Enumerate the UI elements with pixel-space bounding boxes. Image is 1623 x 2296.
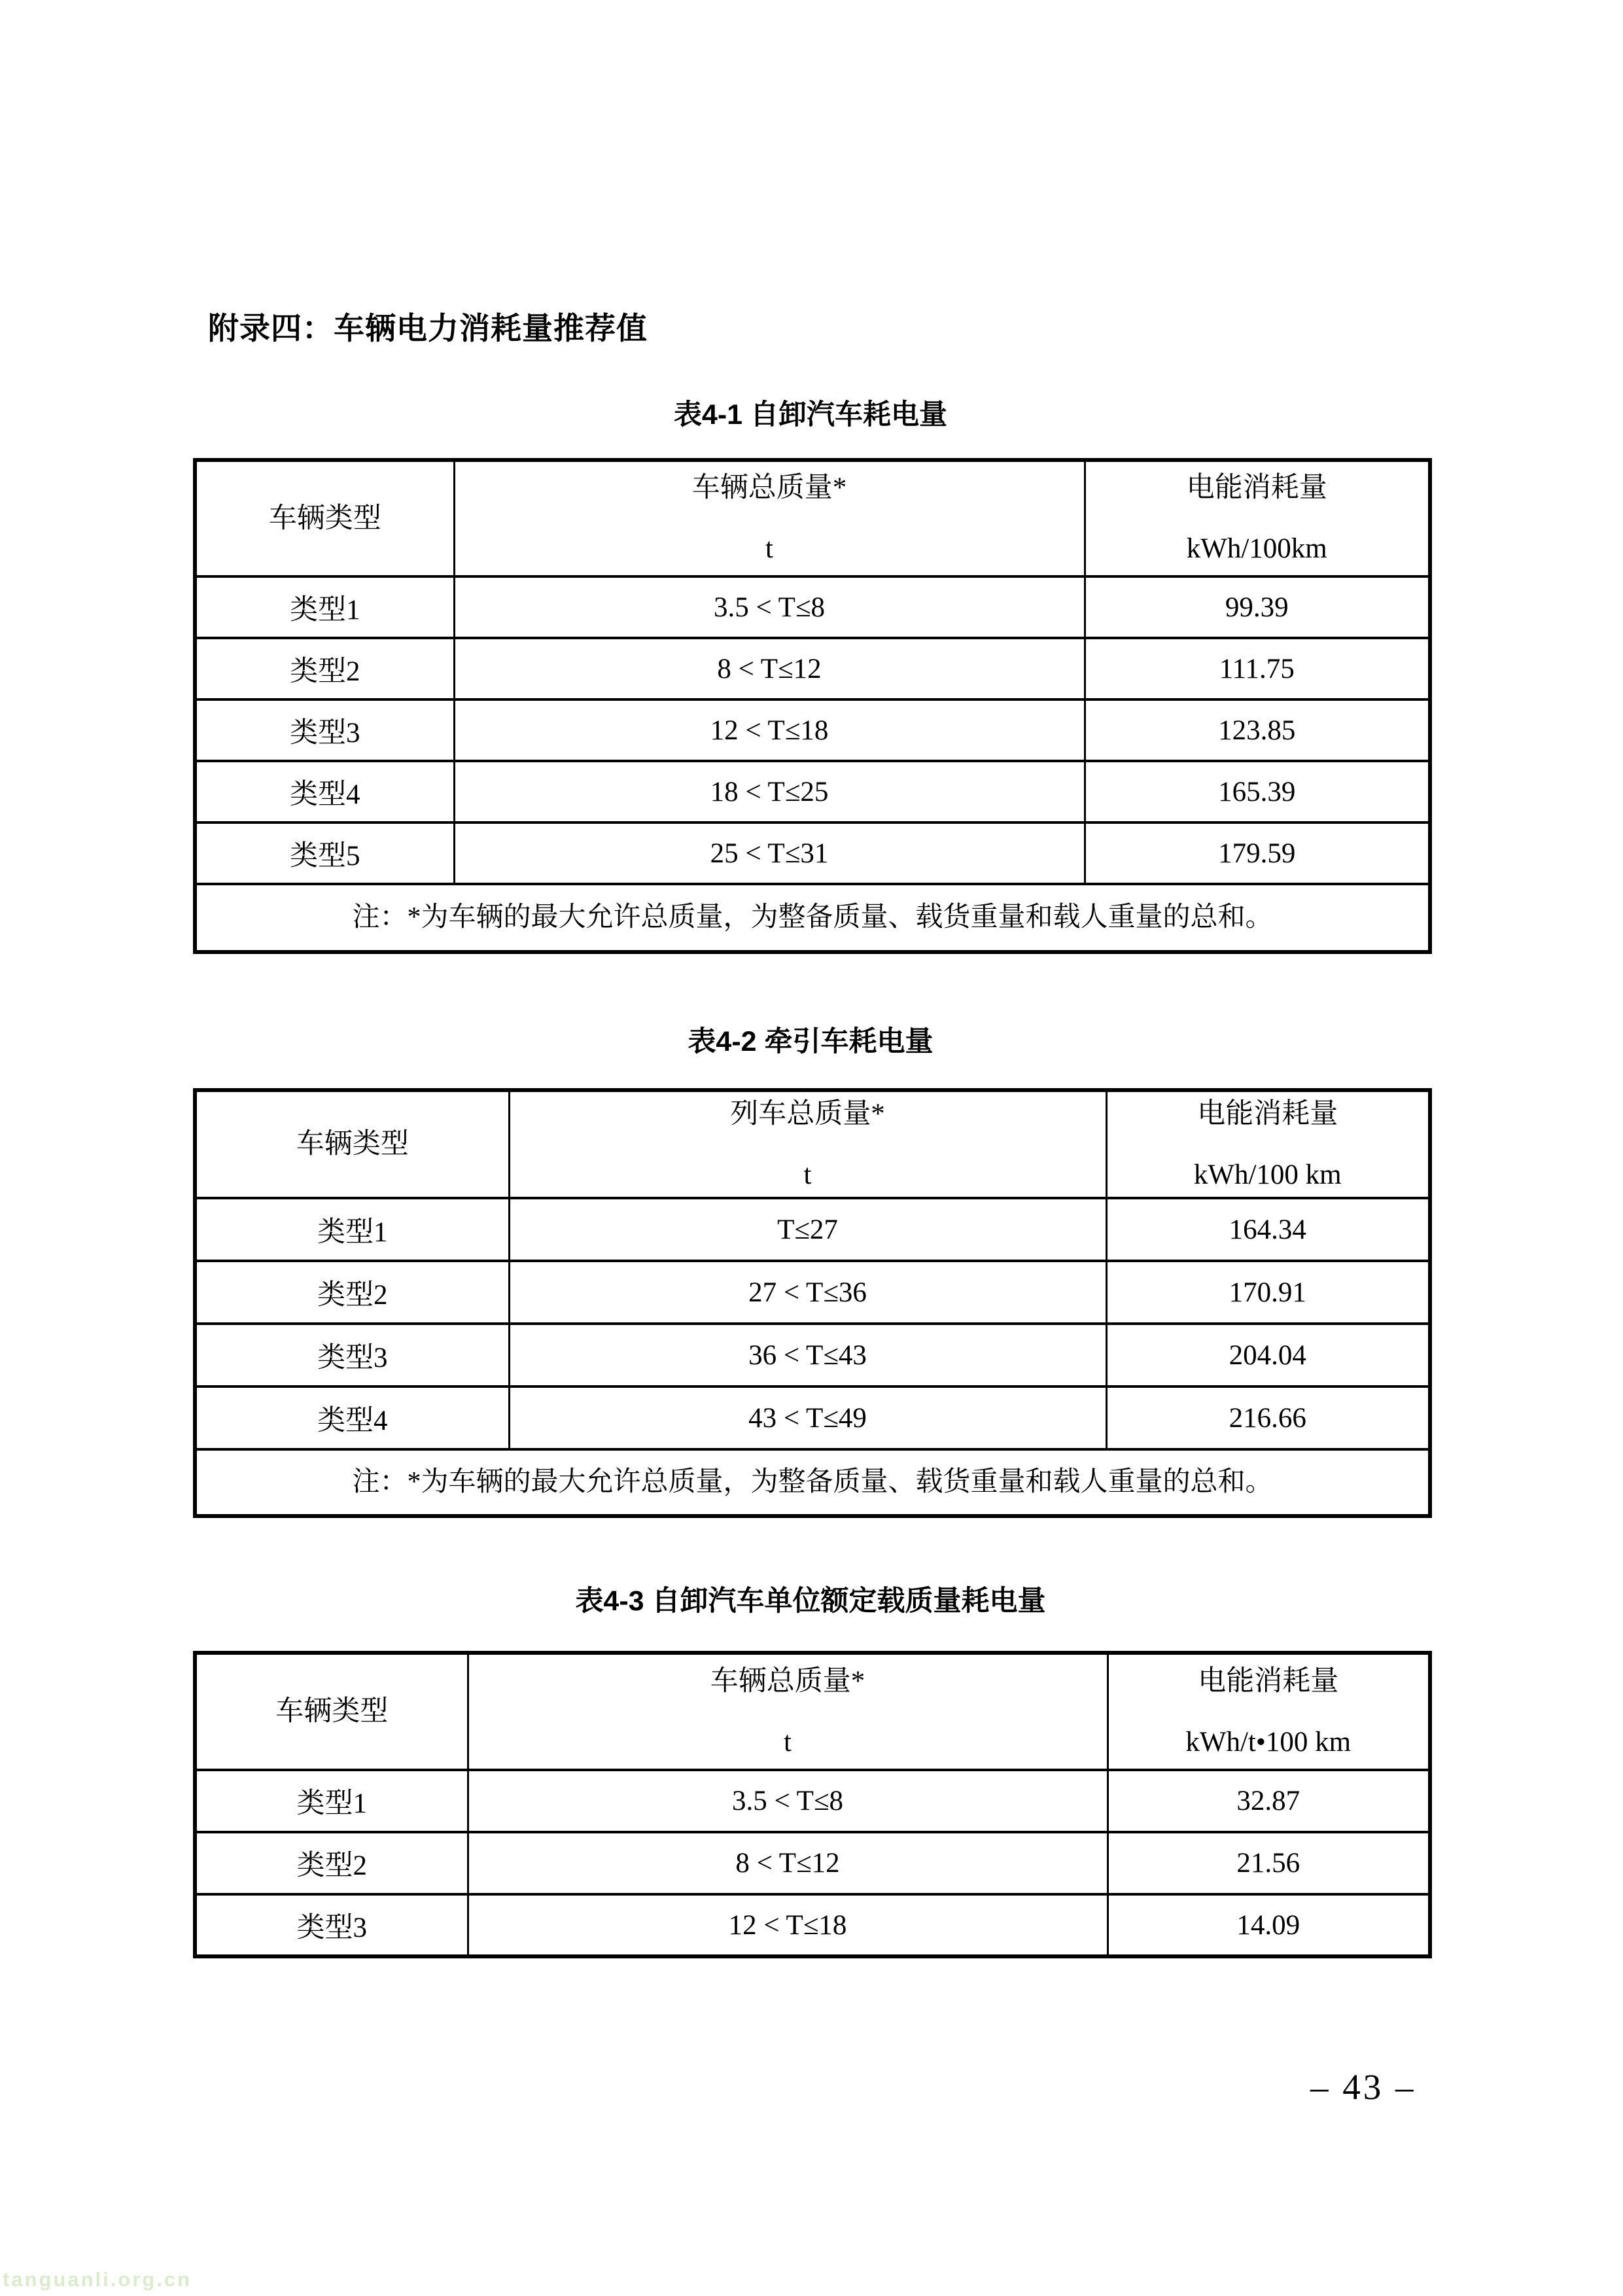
header-row — [195, 1090, 1430, 1198]
consumption-value-cell: 179.59 — [1085, 822, 1430, 884]
vehicle-type-cell: 类型5 — [195, 822, 454, 884]
watermark: tanguanli.org.cn — [3, 2268, 192, 2291]
header-cell-gross-mass — [454, 460, 1085, 576]
header-cell-train-mass — [509, 1090, 1106, 1198]
table-row — [195, 638, 1430, 699]
vehicle-type-cell: 类型1 — [195, 1770, 468, 1832]
table-4-2-caption: 表4-2 牵引车耗电量 — [688, 1026, 934, 1057]
header-cell-vehicle-type — [195, 460, 454, 576]
vehicle-type-cell: 类型4 — [195, 761, 454, 822]
consumption-value-cell: 99.39 — [1085, 576, 1430, 638]
page-title: 附录四：车辆电力消耗量推荐值 — [208, 311, 648, 345]
column-title: 电能消耗量 — [1197, 1098, 1338, 1129]
column-title: 列车总质量* — [730, 1098, 885, 1129]
mass-range-cell: 25 < T≤31 — [454, 822, 1085, 884]
mass-range-cell: 18 < T≤25 — [454, 761, 1085, 822]
table-4-3-caption: 表4-3 自卸汽车单位额定载质量耗电量 — [575, 1585, 1046, 1617]
vehicle-type-cell: 类型4 — [195, 1386, 509, 1449]
consumption-value-cell: 170.91 — [1106, 1261, 1430, 1324]
table-note: 注：*为车辆的最大允许总质量，为整备质量、载货重量和载人重量的总和。 — [195, 884, 1430, 952]
table-row — [195, 1832, 1430, 1894]
table-note: 注：*为车辆的最大允许总质量，为整备质量、载货重量和载人重量的总和。 — [195, 1449, 1430, 1516]
table-row — [195, 822, 1430, 884]
header-cell-gross-mass — [468, 1653, 1108, 1770]
column-title: 车辆类型 — [275, 1696, 389, 1727]
vehicle-type-cell: 类型2 — [195, 1832, 468, 1894]
mass-range-cell: 8 < T≤12 — [468, 1832, 1108, 1894]
mass-range-cell: 27 < T≤36 — [509, 1261, 1106, 1324]
column-title: 车辆类型 — [296, 1129, 409, 1159]
mass-range-cell: 43 < T≤49 — [509, 1386, 1106, 1449]
column-title: 电能消耗量 — [1186, 472, 1327, 503]
header-cell-energy-consumption — [1108, 1653, 1430, 1770]
table-row — [195, 1894, 1430, 1956]
header-cell-vehicle-type — [195, 1653, 468, 1770]
table-4-1 — [193, 458, 1432, 954]
table-row — [195, 761, 1430, 822]
vehicle-type-cell: 类型1 — [195, 576, 454, 638]
column-title: 电能消耗量 — [1198, 1665, 1339, 1697]
page-number: – 43 – — [1310, 2067, 1416, 2107]
consumption-value-cell: 204.04 — [1106, 1324, 1430, 1386]
table-row — [195, 1198, 1430, 1261]
table-4-2 — [193, 1088, 1432, 1518]
vehicle-type-cell: 类型2 — [195, 638, 454, 699]
header-row — [195, 1653, 1430, 1770]
mass-range-cell: 3.5 < T≤8 — [454, 576, 1085, 638]
consumption-value-cell: 14.09 — [1108, 1894, 1430, 1956]
header-cell-energy-consumption — [1085, 460, 1430, 576]
vehicle-type-cell: 类型2 — [195, 1261, 509, 1324]
note-row — [195, 1449, 1430, 1516]
vehicle-type-cell: 类型3 — [195, 699, 454, 761]
mass-range-cell: 36 < T≤43 — [509, 1324, 1106, 1386]
column-unit: kWh/100km — [1186, 533, 1327, 564]
column-unit: t — [784, 1726, 792, 1757]
consumption-value-cell: 165.39 — [1085, 761, 1430, 822]
table-row — [195, 1770, 1430, 1832]
vehicle-type-cell: 类型3 — [195, 1324, 509, 1386]
consumption-value-cell: 123.85 — [1085, 699, 1430, 761]
table-row — [195, 1386, 1430, 1449]
header-cell-energy-consumption — [1106, 1090, 1430, 1198]
vehicle-type-cell: 类型1 — [195, 1198, 509, 1261]
header-cell-vehicle-type — [195, 1090, 509, 1198]
consumption-value-cell: 216.66 — [1106, 1386, 1430, 1449]
mass-range-cell: 8 < T≤12 — [454, 638, 1085, 699]
table-row — [195, 576, 1430, 638]
consumption-value-cell: 111.75 — [1085, 638, 1430, 699]
mass-range-cell: 12 < T≤18 — [468, 1894, 1108, 1956]
table-row — [195, 1324, 1430, 1386]
mass-range-cell: 3.5 < T≤8 — [468, 1770, 1108, 1832]
column-unit: kWh/t•100 km — [1185, 1726, 1352, 1757]
consumption-value-cell: 21.56 — [1108, 1832, 1430, 1894]
mass-range-cell: T≤27 — [509, 1198, 1106, 1261]
table-row — [195, 699, 1430, 761]
table-4-1-caption: 表4-1 自卸汽车耗电量 — [673, 399, 948, 431]
column-title: 车辆总质量* — [710, 1665, 865, 1697]
column-unit: kWh/100 km — [1193, 1159, 1342, 1190]
consumption-value-cell: 32.87 — [1108, 1770, 1430, 1832]
column-title: 车辆总质量* — [691, 472, 847, 503]
note-row — [195, 884, 1430, 952]
column-unit: t — [803, 1159, 812, 1190]
column-unit: t — [765, 533, 773, 564]
mass-range-cell: 12 < T≤18 — [454, 699, 1085, 761]
table-row — [195, 1261, 1430, 1324]
consumption-value-cell: 164.34 — [1106, 1198, 1430, 1261]
table-4-3 — [193, 1651, 1432, 1958]
vehicle-type-cell: 类型3 — [195, 1894, 468, 1956]
column-title: 车辆类型 — [268, 503, 381, 534]
header-row — [195, 460, 1430, 576]
